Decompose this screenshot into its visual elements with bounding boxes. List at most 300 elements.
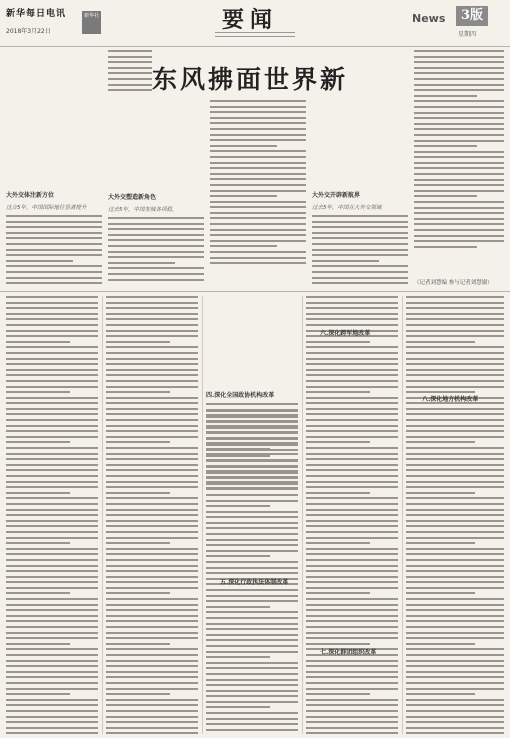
text-line bbox=[406, 609, 504, 611]
text-line bbox=[6, 570, 98, 572]
text-line bbox=[406, 503, 504, 505]
text-line bbox=[306, 531, 398, 533]
text-line bbox=[414, 84, 504, 86]
text-line bbox=[106, 699, 198, 701]
publication-date: 2018年3月22日 bbox=[6, 28, 51, 35]
text-line bbox=[406, 369, 504, 371]
text-line bbox=[108, 245, 204, 247]
text-line bbox=[6, 576, 98, 578]
text-line bbox=[210, 134, 306, 136]
text-line bbox=[106, 413, 198, 415]
text-line bbox=[106, 581, 198, 583]
text-line bbox=[206, 729, 298, 731]
text-line bbox=[306, 346, 398, 348]
text-line bbox=[106, 576, 198, 578]
section-5-heading: 五.深化行政执法体制改革 bbox=[220, 579, 289, 586]
text-line bbox=[106, 727, 198, 729]
text-line bbox=[406, 307, 504, 309]
text-line bbox=[312, 232, 408, 234]
text-line bbox=[406, 637, 504, 639]
text-line bbox=[406, 363, 504, 365]
text-line bbox=[414, 128, 504, 130]
text-line bbox=[108, 78, 152, 80]
text-line bbox=[206, 477, 298, 479]
text-line bbox=[206, 690, 298, 692]
text-line bbox=[206, 533, 298, 535]
text-line bbox=[6, 587, 98, 589]
text-line bbox=[6, 302, 98, 304]
text-line bbox=[6, 727, 98, 729]
text-line bbox=[206, 712, 298, 714]
text-line bbox=[306, 542, 370, 544]
text-line bbox=[306, 710, 398, 712]
text-line bbox=[414, 123, 504, 125]
upper-column-1 bbox=[6, 50, 102, 286]
lower-column-1 bbox=[6, 296, 98, 734]
text-line bbox=[106, 481, 198, 483]
text-line bbox=[306, 486, 398, 488]
newspaper-name: 新华每日电讯 bbox=[6, 9, 67, 19]
text-line bbox=[406, 643, 475, 645]
text-line bbox=[306, 537, 398, 539]
text-line bbox=[312, 265, 408, 267]
text-line bbox=[306, 620, 398, 622]
text-line bbox=[312, 226, 408, 228]
text-line bbox=[312, 243, 408, 245]
text-line bbox=[106, 688, 198, 690]
text-line bbox=[406, 346, 504, 348]
text-line bbox=[6, 464, 98, 466]
text-line bbox=[414, 201, 504, 203]
text-line bbox=[306, 374, 398, 376]
text-line bbox=[206, 656, 270, 658]
text-line bbox=[406, 671, 504, 673]
text-line bbox=[6, 265, 102, 267]
text-line bbox=[210, 100, 306, 102]
text-line bbox=[414, 100, 504, 102]
text-line bbox=[312, 221, 408, 223]
text-line bbox=[106, 363, 198, 365]
text-line bbox=[414, 112, 504, 114]
text-line bbox=[106, 492, 170, 494]
text-line bbox=[414, 78, 504, 80]
text-line bbox=[106, 497, 198, 499]
text-line bbox=[108, 228, 204, 230]
text-line bbox=[306, 626, 398, 628]
text-line bbox=[106, 453, 198, 455]
text-line bbox=[306, 693, 370, 695]
text-line bbox=[6, 296, 98, 298]
text-line bbox=[106, 598, 198, 600]
text-line bbox=[6, 693, 70, 695]
text-line bbox=[406, 721, 504, 723]
text-line bbox=[206, 600, 298, 602]
text-line bbox=[206, 667, 298, 669]
text-line bbox=[406, 660, 504, 662]
column-divider bbox=[302, 296, 303, 734]
text-line bbox=[108, 256, 204, 258]
text-line bbox=[306, 430, 398, 432]
text-line bbox=[6, 604, 98, 606]
upper-column-2b bbox=[108, 100, 204, 286]
text-line bbox=[306, 341, 370, 343]
text-line bbox=[210, 201, 306, 203]
text-line bbox=[6, 282, 102, 284]
text-line bbox=[210, 106, 306, 108]
text-line bbox=[108, 89, 152, 91]
section-7-heading: 七.深化群团组织改革 bbox=[320, 649, 377, 656]
text-line bbox=[306, 520, 398, 522]
text-line bbox=[406, 475, 504, 477]
text-line bbox=[406, 688, 504, 690]
text-line bbox=[6, 447, 98, 449]
text-line bbox=[406, 531, 504, 533]
text-line bbox=[106, 509, 198, 511]
text-line bbox=[210, 212, 306, 214]
text-line bbox=[206, 472, 298, 474]
text-line bbox=[106, 346, 198, 348]
text-line bbox=[406, 296, 504, 298]
text-line bbox=[406, 699, 504, 701]
text-line bbox=[406, 732, 504, 734]
text-line bbox=[414, 156, 504, 158]
text-line bbox=[306, 352, 398, 354]
page-number: 3版 bbox=[456, 6, 488, 26]
text-line bbox=[406, 620, 504, 622]
text-line bbox=[108, 84, 152, 86]
text-line bbox=[306, 632, 398, 634]
text-line bbox=[306, 313, 398, 315]
text-line bbox=[406, 358, 504, 360]
text-line bbox=[106, 704, 198, 706]
text-line bbox=[6, 324, 98, 326]
text-line bbox=[6, 503, 98, 505]
text-line bbox=[306, 704, 398, 706]
text-line bbox=[108, 239, 204, 241]
text-line bbox=[6, 486, 98, 488]
text-line bbox=[406, 419, 504, 421]
text-line bbox=[306, 296, 398, 298]
text-line bbox=[106, 710, 198, 712]
text-line bbox=[306, 660, 398, 662]
text-line bbox=[106, 648, 198, 650]
text-line bbox=[406, 604, 504, 606]
text-line bbox=[6, 553, 98, 555]
text-line bbox=[406, 486, 504, 488]
text-line bbox=[6, 380, 98, 382]
text-line bbox=[206, 550, 298, 552]
text-line bbox=[406, 615, 504, 617]
text-line bbox=[206, 695, 298, 697]
text-line bbox=[406, 576, 504, 578]
text-line bbox=[106, 559, 198, 561]
text-line bbox=[6, 386, 98, 388]
text-line bbox=[306, 637, 398, 639]
text-line bbox=[6, 419, 98, 421]
text-line bbox=[6, 559, 98, 561]
text-line bbox=[414, 207, 504, 209]
section-6-heading: 六.深化跨军地改革 bbox=[320, 330, 371, 337]
text-line bbox=[306, 492, 370, 494]
quote-1: 这合5年，中国国际地位显著提升 bbox=[6, 205, 87, 211]
text-line bbox=[6, 271, 102, 273]
upper-column-5 bbox=[414, 50, 504, 286]
text-line bbox=[306, 408, 398, 410]
text-line bbox=[6, 318, 98, 320]
text-line bbox=[414, 179, 504, 181]
section-divider bbox=[215, 32, 295, 37]
text-line bbox=[406, 592, 475, 594]
text-line bbox=[414, 117, 504, 119]
text-line bbox=[406, 430, 504, 432]
text-line bbox=[406, 648, 504, 650]
text-line bbox=[206, 561, 298, 563]
text-line bbox=[406, 509, 504, 511]
text-line bbox=[406, 324, 504, 326]
text-line bbox=[6, 581, 98, 583]
text-line bbox=[406, 542, 475, 544]
text-line bbox=[306, 475, 398, 477]
text-line bbox=[312, 254, 408, 256]
text-line bbox=[108, 50, 152, 52]
text-line bbox=[106, 520, 198, 522]
upper-column-3 bbox=[210, 100, 306, 286]
text-line bbox=[206, 505, 270, 507]
text-line bbox=[106, 380, 198, 382]
text-line bbox=[306, 570, 398, 572]
text-line bbox=[206, 427, 298, 429]
text-line bbox=[6, 525, 98, 527]
text-line bbox=[206, 432, 298, 434]
text-line bbox=[6, 704, 98, 706]
text-line bbox=[306, 548, 398, 550]
text-line bbox=[106, 425, 198, 427]
text-line bbox=[6, 732, 98, 734]
text-line bbox=[406, 302, 504, 304]
text-line bbox=[206, 572, 298, 574]
text-line bbox=[6, 632, 98, 634]
text-line bbox=[406, 682, 504, 684]
text-line bbox=[6, 699, 98, 701]
text-line bbox=[306, 380, 398, 382]
column-divider bbox=[202, 296, 203, 734]
text-line bbox=[106, 609, 198, 611]
text-line bbox=[206, 701, 298, 703]
text-line bbox=[206, 555, 270, 557]
text-line bbox=[414, 145, 477, 147]
text-line bbox=[206, 673, 298, 675]
text-line bbox=[306, 441, 370, 443]
text-line bbox=[106, 324, 198, 326]
text-line bbox=[406, 386, 504, 388]
text-line bbox=[206, 679, 298, 681]
text-line bbox=[406, 341, 475, 343]
text-line bbox=[6, 643, 70, 645]
text-line bbox=[6, 660, 98, 662]
text-line bbox=[6, 226, 102, 228]
text-line bbox=[6, 260, 73, 262]
text-line bbox=[414, 140, 504, 142]
text-line bbox=[106, 330, 198, 332]
text-line bbox=[206, 706, 270, 708]
text-line bbox=[206, 589, 298, 591]
text-line bbox=[306, 318, 398, 320]
text-line bbox=[106, 620, 198, 622]
text-line bbox=[406, 380, 504, 382]
text-line bbox=[306, 402, 398, 404]
text-line bbox=[306, 676, 398, 678]
text-line bbox=[106, 335, 198, 337]
text-line bbox=[6, 721, 98, 723]
text-line bbox=[106, 397, 198, 399]
text-line bbox=[306, 302, 398, 304]
text-line bbox=[306, 419, 398, 421]
text-line bbox=[306, 413, 398, 415]
text-line bbox=[306, 497, 398, 499]
text-line bbox=[406, 497, 504, 499]
text-line bbox=[210, 206, 306, 208]
section-title: 要闻 bbox=[222, 7, 279, 33]
text-line bbox=[406, 453, 504, 455]
text-line bbox=[6, 458, 98, 460]
text-line bbox=[6, 542, 70, 544]
text-line bbox=[206, 723, 298, 725]
text-line bbox=[106, 525, 198, 527]
text-line bbox=[210, 223, 306, 225]
text-line bbox=[6, 598, 98, 600]
text-line bbox=[206, 488, 298, 490]
text-line bbox=[306, 324, 398, 326]
text-line bbox=[306, 391, 370, 393]
lower-column-2 bbox=[106, 296, 198, 734]
text-line bbox=[406, 704, 504, 706]
text-line bbox=[108, 56, 152, 58]
text-line bbox=[306, 727, 398, 729]
text-line bbox=[106, 402, 198, 404]
text-line bbox=[106, 682, 198, 684]
text-line bbox=[210, 173, 306, 175]
text-line bbox=[414, 134, 504, 136]
text-line bbox=[106, 626, 198, 628]
lower-column-5 bbox=[406, 296, 504, 734]
text-line bbox=[306, 576, 398, 578]
text-line bbox=[106, 436, 198, 438]
text-line bbox=[210, 234, 306, 236]
text-line bbox=[206, 455, 270, 457]
text-line bbox=[406, 352, 504, 354]
text-line bbox=[210, 178, 306, 180]
text-line bbox=[108, 217, 204, 219]
text-line bbox=[414, 89, 504, 91]
text-line bbox=[6, 363, 98, 365]
text-line bbox=[206, 611, 298, 613]
text-line bbox=[306, 716, 398, 718]
text-line bbox=[6, 497, 98, 499]
text-line bbox=[406, 413, 504, 415]
text-line bbox=[414, 195, 477, 197]
text-line bbox=[206, 421, 298, 423]
text-line bbox=[210, 139, 306, 141]
text-line bbox=[6, 408, 98, 410]
text-line bbox=[6, 453, 98, 455]
text-line bbox=[210, 167, 306, 169]
text-line bbox=[306, 643, 370, 645]
text-line bbox=[6, 676, 98, 678]
text-line bbox=[106, 542, 170, 544]
text-line bbox=[306, 732, 398, 734]
text-line bbox=[106, 660, 198, 662]
text-line bbox=[106, 615, 198, 617]
text-line bbox=[414, 50, 504, 52]
text-line bbox=[6, 531, 98, 533]
text-line bbox=[414, 229, 504, 231]
text-line bbox=[206, 595, 298, 597]
text-line bbox=[414, 223, 504, 225]
text-line bbox=[406, 525, 504, 527]
text-line bbox=[206, 662, 298, 664]
text-line bbox=[306, 553, 398, 555]
text-line bbox=[406, 598, 504, 600]
text-line bbox=[106, 464, 198, 466]
text-line bbox=[108, 67, 152, 69]
text-line bbox=[106, 637, 198, 639]
text-line bbox=[108, 267, 204, 269]
text-line bbox=[106, 570, 198, 572]
lower-column-4 bbox=[306, 296, 398, 734]
text-line bbox=[206, 634, 298, 636]
text-line bbox=[6, 626, 98, 628]
text-line bbox=[414, 212, 504, 214]
text-line bbox=[106, 632, 198, 634]
text-line bbox=[414, 95, 477, 97]
subhead-new-role: 大外交塑造新角色 bbox=[108, 194, 157, 201]
text-line bbox=[6, 671, 98, 673]
text-line bbox=[306, 458, 398, 460]
text-line bbox=[206, 544, 298, 546]
text-line bbox=[414, 240, 504, 242]
text-line bbox=[6, 637, 98, 639]
text-line bbox=[206, 628, 298, 630]
text-line bbox=[106, 391, 170, 393]
text-line bbox=[406, 330, 504, 332]
text-line bbox=[206, 460, 298, 462]
text-line bbox=[312, 215, 408, 217]
text-line bbox=[210, 229, 306, 231]
text-line bbox=[106, 352, 198, 354]
text-line bbox=[306, 358, 398, 360]
text-line bbox=[306, 514, 398, 516]
text-line bbox=[306, 581, 398, 583]
subhead-new-path: 大外交开辟新航界 bbox=[312, 192, 361, 199]
text-line bbox=[206, 410, 298, 412]
text-line bbox=[306, 469, 398, 471]
text-line bbox=[210, 162, 306, 164]
text-line bbox=[106, 486, 198, 488]
text-line bbox=[6, 537, 98, 539]
text-line bbox=[406, 441, 475, 443]
text-line bbox=[414, 190, 504, 192]
text-line bbox=[106, 565, 198, 567]
text-line bbox=[406, 313, 504, 315]
text-line bbox=[206, 606, 270, 608]
text-line bbox=[406, 548, 504, 550]
text-line bbox=[406, 318, 504, 320]
text-line bbox=[406, 727, 504, 729]
text-line bbox=[106, 676, 198, 678]
text-line bbox=[210, 156, 306, 158]
text-line bbox=[108, 273, 204, 275]
text-line bbox=[6, 716, 98, 718]
